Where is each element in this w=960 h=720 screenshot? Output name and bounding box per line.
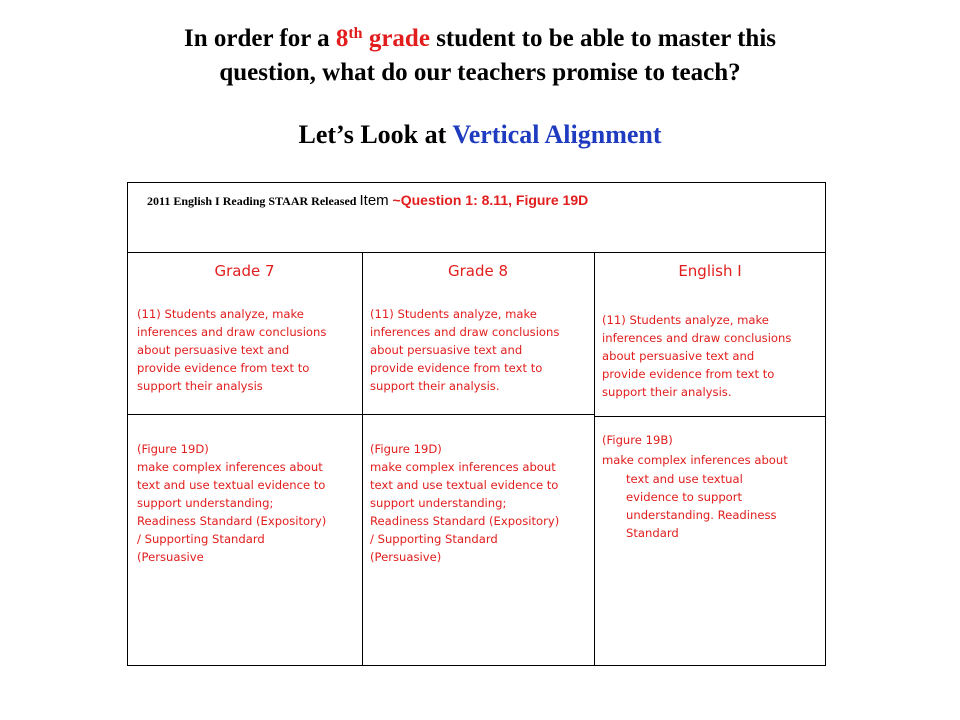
slide-title-line-1: In order for a 8th grade student to be able to master this — [184, 25, 776, 52]
grade-ordinal-suffix: th — [348, 25, 363, 42]
table-caption: 2011 English I Reading STAAR Released Item ~Question 1: 8.11, Figure 19D — [147, 192, 589, 209]
alignment-table — [127, 182, 826, 666]
grade-8-figure-text: (Figure 19D) make complex inferences about text and use textual evidence to support understanding; Readiness Standard (Expository) / Supporting Standard (Persuasive) — [370, 442, 560, 564]
grade-7-figure-text: (Figure 19D) make complex inferences about text and use textual evidence to support understanding; Readiness Standard (Expository) / Supporting Standard (Persuasive — [137, 442, 327, 564]
slide-subtitle: Let’s Look at Vertical Alignment — [298, 120, 662, 149]
column-header-english-1: English I — [678, 262, 742, 280]
column-header-grade-7: Grade 7 — [214, 262, 275, 280]
grade-8-standard: (11) Students analyze, make inferences and draw conclusions about persuasive text and provide evidence from text to support their analysis. — [370, 307, 560, 393]
question-reference: ~Question 1: 8.11, Figure 19D — [388, 192, 589, 208]
grade-number: 8 — [335, 25, 349, 52]
table-column-divider-2 — [594, 252, 595, 666]
english-1-figure-hanging-text: text and use textual evidence to support understanding. Readiness Standard — [626, 472, 777, 540]
english-1-standard: (11) Students analyze, make inferences and draw conclusions about persuasive text and provide evidence from text to support their analysis. — [602, 313, 792, 399]
english-1-figure-line: make complex inferences about — [602, 453, 788, 467]
subtitle-highlight: Vertical Alignment — [452, 120, 662, 149]
table-divider-caption — [127, 252, 826, 253]
table-divider-col2 — [362, 414, 594, 415]
column-header-grade-8: Grade 8 — [447, 262, 509, 280]
table-column-divider-1 — [362, 252, 363, 666]
grade-7-standard: (11) Students analyze, make inferences and draw conclusions about persuasive text and provide evidence from text to support their analysis — [137, 307, 327, 393]
table-divider-col1 — [127, 414, 362, 415]
slide-title-line-2: question, what do our teachers promise to teach? — [219, 59, 741, 86]
english-1-figure-label: (Figure 19B) — [602, 433, 673, 447]
table-divider-col3 — [594, 416, 826, 417]
grade-word: grade — [362, 25, 430, 52]
